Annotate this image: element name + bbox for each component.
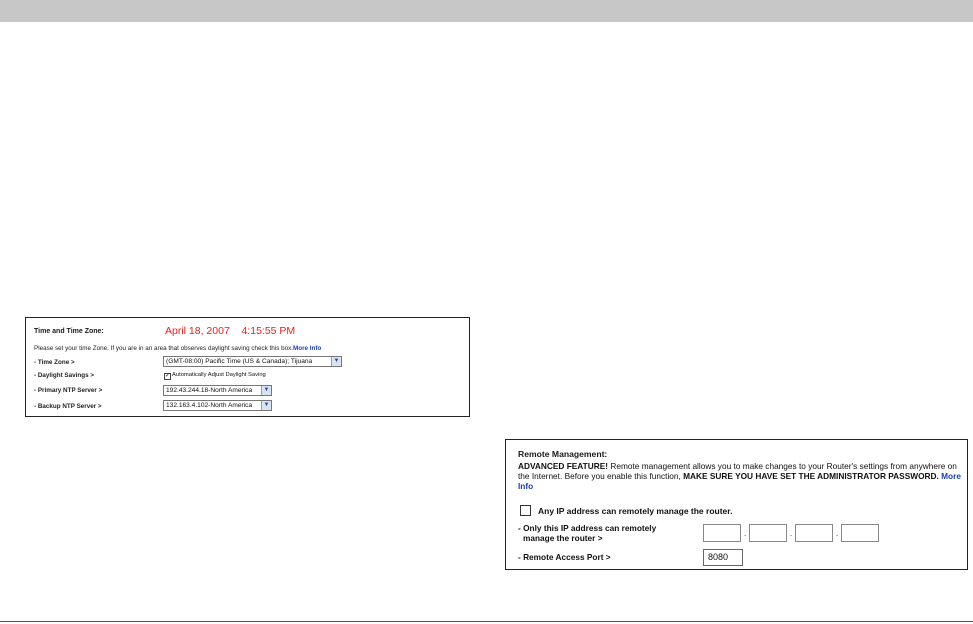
only-ip-label-line1: - Only this IP address can remotely bbox=[518, 523, 657, 533]
ip-octet-2-input[interactable] bbox=[749, 524, 787, 542]
daylight-savings-checkbox[interactable]: ✓ bbox=[165, 373, 171, 379]
primary-ntp-select[interactable] bbox=[163, 385, 272, 396]
ip-octet-3-input[interactable] bbox=[795, 524, 833, 542]
remote-access-port-input[interactable]: 8080 bbox=[703, 549, 743, 566]
backup-ntp-label: - Backup NTP Server > bbox=[34, 403, 102, 410]
backup-ntp-value: 132.163.4.102-North America bbox=[166, 402, 253, 409]
current-date: April 18, 2007 bbox=[165, 325, 230, 337]
chevron-down-icon[interactable]: ▼ bbox=[261, 401, 271, 410]
only-ip-label-line2: manage the router > bbox=[523, 533, 603, 543]
ip-separator: . bbox=[790, 529, 793, 538]
current-datetime bbox=[165, 325, 295, 337]
header-bar bbox=[0, 0, 973, 22]
time-zone-title: Time and Time Zone: bbox=[34, 328, 104, 335]
primary-ntp-label: - Primary NTP Server > bbox=[34, 387, 103, 394]
remote-access-port-label: - Remote Access Port > bbox=[518, 552, 611, 562]
ip-separator: . bbox=[836, 529, 839, 538]
remote-management-description bbox=[518, 461, 964, 491]
ip-separator: . bbox=[744, 529, 747, 538]
only-ip-label bbox=[518, 523, 656, 543]
daylight-savings-label: - Daylight Savings > bbox=[34, 372, 95, 379]
daylight-savings-checkbox-label: Automatically Adjust Daylight Saving bbox=[172, 372, 266, 378]
time-zone-description bbox=[34, 345, 321, 352]
time-zone-label: - Time Zone > bbox=[34, 359, 75, 366]
ip-octet-4-input[interactable] bbox=[841, 524, 879, 542]
remote-management-title: Remote Management: bbox=[518, 449, 608, 459]
ip-octet-1-input[interactable] bbox=[703, 524, 741, 542]
daylight-savings-option bbox=[164, 372, 266, 380]
footer-divider bbox=[0, 621, 973, 622]
chevron-down-icon[interactable]: ▼ bbox=[261, 386, 271, 395]
time-zone-description-text: Please set your time Zone. If you are in an area that observes daylight saving check this box. bbox=[34, 345, 294, 352]
remote-management-more-info-link[interactable]: More Info bbox=[518, 471, 961, 491]
remote-management-panel bbox=[505, 439, 968, 570]
backup-ntp-select[interactable] bbox=[163, 400, 272, 411]
current-time: 4:15:55 PM bbox=[241, 325, 296, 337]
admin-password-warning: MAKE SURE YOU HAVE SET THE ADMINISTRATOR PASSWORD. bbox=[683, 471, 939, 481]
time-zone-value: (GMT-08:00) Pacific Time (US & Canada); Tijuana bbox=[166, 358, 313, 365]
remote-management-text: Remote management allows you to make changes to your Router's settings from anywhere on the Internet. Before you enable this function, bbox=[518, 461, 957, 481]
time-zone-select[interactable] bbox=[163, 356, 342, 367]
primary-ntp-value: 192.43.244.18-North America bbox=[166, 387, 253, 394]
any-ip-label: Any IP address can remotely manage the router. bbox=[538, 506, 733, 516]
time-zone-panel bbox=[25, 317, 470, 417]
any-ip-checkbox[interactable] bbox=[520, 505, 531, 516]
chevron-down-icon[interactable]: ▼ bbox=[331, 357, 341, 366]
time-zone-more-info-link[interactable]: More Info bbox=[293, 345, 322, 352]
advanced-feature-label: ADVANCED FEATURE! bbox=[518, 461, 609, 471]
